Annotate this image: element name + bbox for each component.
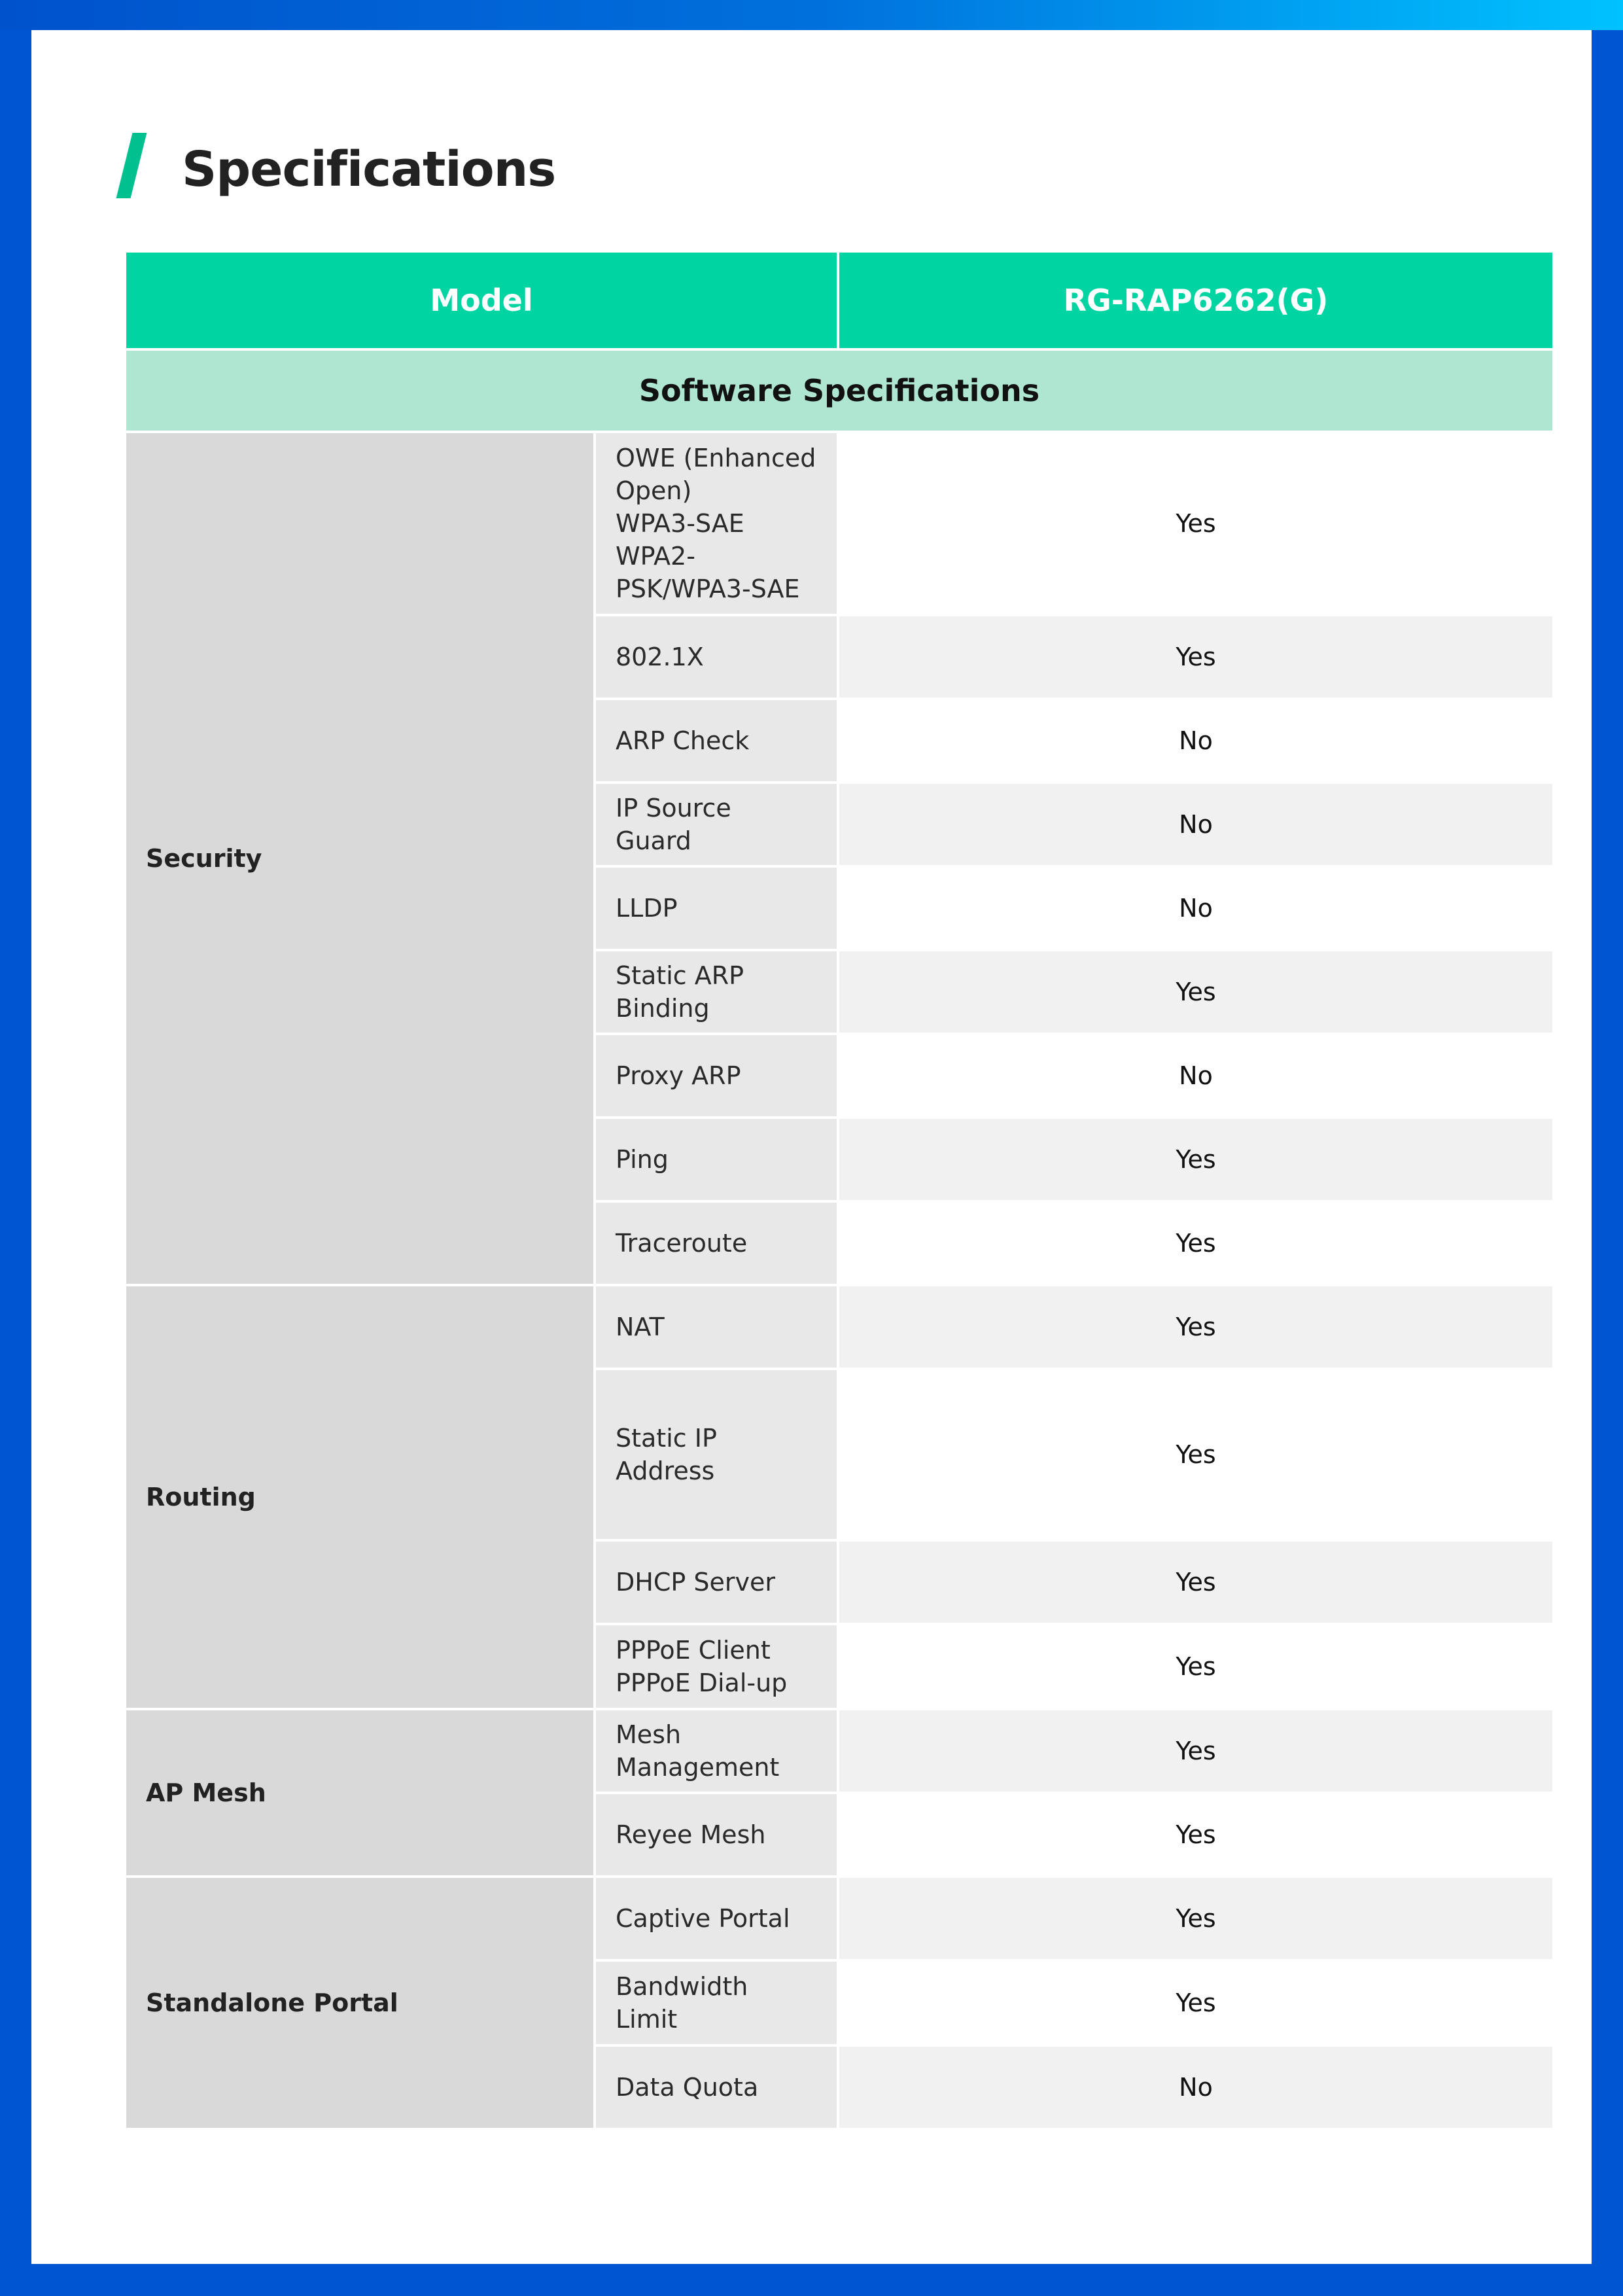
value-cell: No [838,2045,1554,2129]
model-label: Model [125,251,838,349]
feature-cell: Static ARP Binding [595,950,838,1034]
spec-table [125,251,1554,2129]
table-header-row [125,251,1554,349]
feature-cell: Data Quota [595,2045,838,2129]
category-cell: AP Mesh [125,1709,595,1877]
feature-cell: Captive Portal [595,1877,838,1960]
value-cell: Yes [838,950,1554,1034]
value-cell: Yes [838,1540,1554,1624]
table-row [125,1877,1554,1960]
value-cell: Yes [838,1793,1554,1877]
value-cell: Yes [838,1285,1554,1369]
value-cell: Yes [838,432,1554,615]
feature-cell: DHCP Server [595,1540,838,1624]
table-row [125,1709,1554,1793]
value-cell: No [838,699,1554,783]
feature-cell: OWE (Enhanced Open) WPA3-SAE WPA2- PSK/WPA3-SAE [595,432,838,615]
category-cell: Routing [125,1285,595,1709]
value-cell: No [838,783,1554,866]
title-accent-slash [116,133,147,198]
feature-cell: Traceroute [595,1201,838,1285]
feature-cell: Reyee Mesh [595,1793,838,1877]
feature-cell: PPPoE Client PPPoE Dial-up [595,1624,838,1709]
page [31,30,1592,2264]
value-cell: Yes [838,1624,1554,1709]
category-cell: Standalone Portal [125,1877,595,2129]
value-cell: No [838,866,1554,950]
feature-cell: 802.1X [595,615,838,699]
value-cell: No [838,1034,1554,1118]
value-cell: Yes [838,1118,1554,1201]
feature-cell: IP Source Guard [595,783,838,866]
feature-cell: NAT [595,1285,838,1369]
table-row [125,1285,1554,1369]
value-cell: Yes [838,1877,1554,1960]
category-cell: Security [125,432,595,1285]
value-cell: Yes [838,615,1554,699]
feature-cell: ARP Check [595,699,838,783]
feature-cell: LLDP [595,866,838,950]
value-cell: Yes [838,1709,1554,1793]
table-body [125,432,1554,2129]
section-title: Software Specifications [125,349,1554,432]
feature-cell: Mesh Management [595,1709,838,1793]
section-row [125,349,1554,432]
value-cell: Yes [838,1960,1554,2045]
feature-cell: Proxy ARP [595,1034,838,1118]
feature-cell: Ping [595,1118,838,1201]
page-title: Specifications [182,141,556,198]
table-row [125,432,1554,615]
model-value: RG-RAP6262(G) [838,251,1554,349]
feature-cell: Static IP Address [595,1369,838,1540]
value-cell: Yes [838,1201,1554,1285]
feature-cell: Bandwidth Limit [595,1960,838,2045]
value-cell: Yes [838,1369,1554,1540]
